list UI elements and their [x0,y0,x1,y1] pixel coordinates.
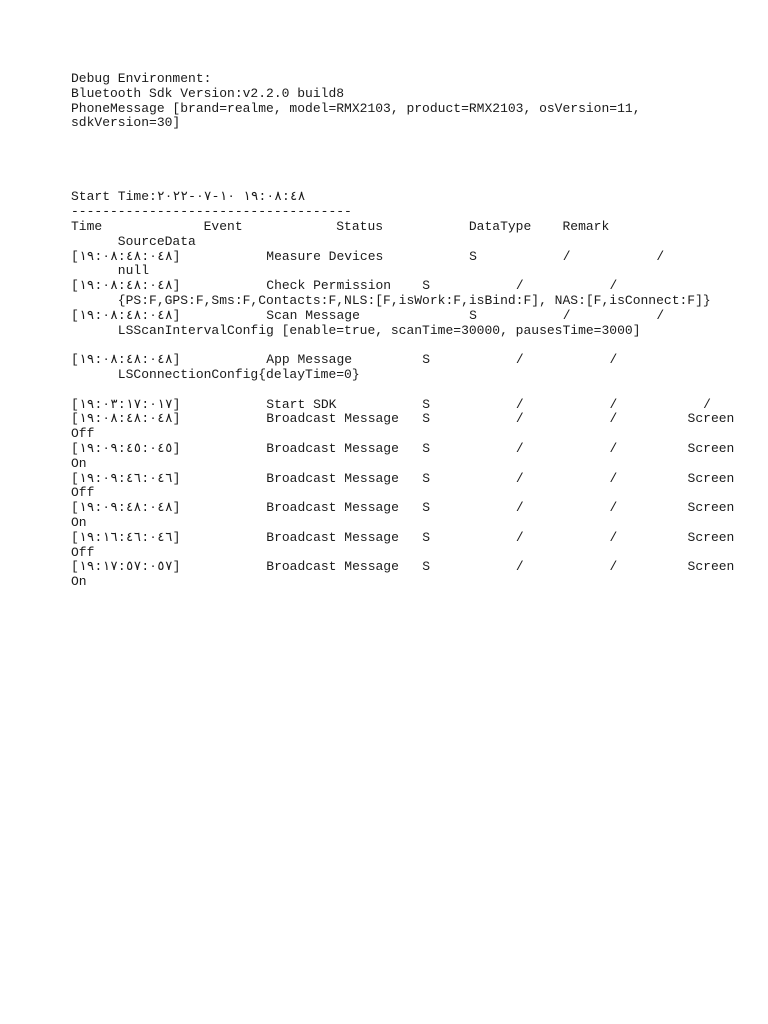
phone-message-line-cont: sdkVersion=30] [71,115,181,131]
start-time-line: Start Time:١٩:٠٨:٤٨ ١٠-٠٧-٢٠٢٢ [71,189,306,205]
log-line: [١٩:٠٩:٤٥:٠٤٥] Broadcast Message S / / Screen [71,440,735,456]
log-line: [١٩:٠٨:٤٨:٠٤٨] Check Permission S / / [71,278,618,294]
spacer [71,131,711,146]
log-line: On [71,455,87,471]
log-line: [١٩:٠٨:٤٨:٠٤٨] Broadcast Message S / / Screen [71,411,735,427]
debug-log-document [71,71,735,590]
log-line: [١٩:٠٨:٤٨:٠٤٨] Scan Message S / / [71,307,665,323]
log-line: Off [71,485,95,501]
log-line: null [71,263,150,279]
log-line: [١٩:١٦:٤٦:٠٤٦] Broadcast Message S / / Screen [71,529,735,545]
spacer [71,146,711,161]
sdk-version-line: Bluetooth Sdk Version:v2.2.0 build8 [71,85,345,101]
log-line: {PS:F,GPS:F,Sms:F,Contacts:F,NLS:[F,isWork:F,isBind:F], NAS:[F,isConnect:F]} [71,292,711,308]
spacer [71,176,711,191]
table-header-cont: SourceData [71,233,196,249]
table-header: Time Event Status DataType Remark [71,218,610,234]
log-line: [١٩:٠٨:٤٨:٠٤٨] App Message S / / [71,352,618,368]
log-line: [١٩:١٧:٥٧:٠٥٧] Broadcast Message S / / Screen [71,559,735,575]
phone-message-line: PhoneMessage [brand=realme, model=RMX2103, product=RMX2103, osVersion=11, [71,100,641,116]
env-heading: Debug Environment: [71,71,212,86]
log-line: On [71,574,87,590]
log-line: [١٩:٠٩:٤٨:٠٤٨] Broadcast Message S / / Screen [71,500,735,516]
log-line: [١٩:٠٩:٤٦:٠٤٦] Broadcast Message S / / Screen [71,470,735,486]
log-line: [١٩:٠٣:١٧:٠١٧] Start SDK S / / / [71,396,711,412]
log-line: On [71,514,87,530]
log-blank-line [71,338,711,353]
divider: ------------------------------------ [71,204,352,220]
log-line: [١٩:٠٨:٤٨:٠٤٨] Measure Devices S / / [71,248,665,264]
log-line: LSScanIntervalConfig [enable=true, scanTime=30000, pausesTime=3000] [71,322,641,338]
log-line: Off [71,544,95,560]
log-line: Off [71,426,95,442]
spacer [71,161,711,176]
log-entries [71,248,735,590]
log-line: LSConnectionConfig{delayTime=0} [71,366,360,382]
log-blank-line [71,383,711,398]
